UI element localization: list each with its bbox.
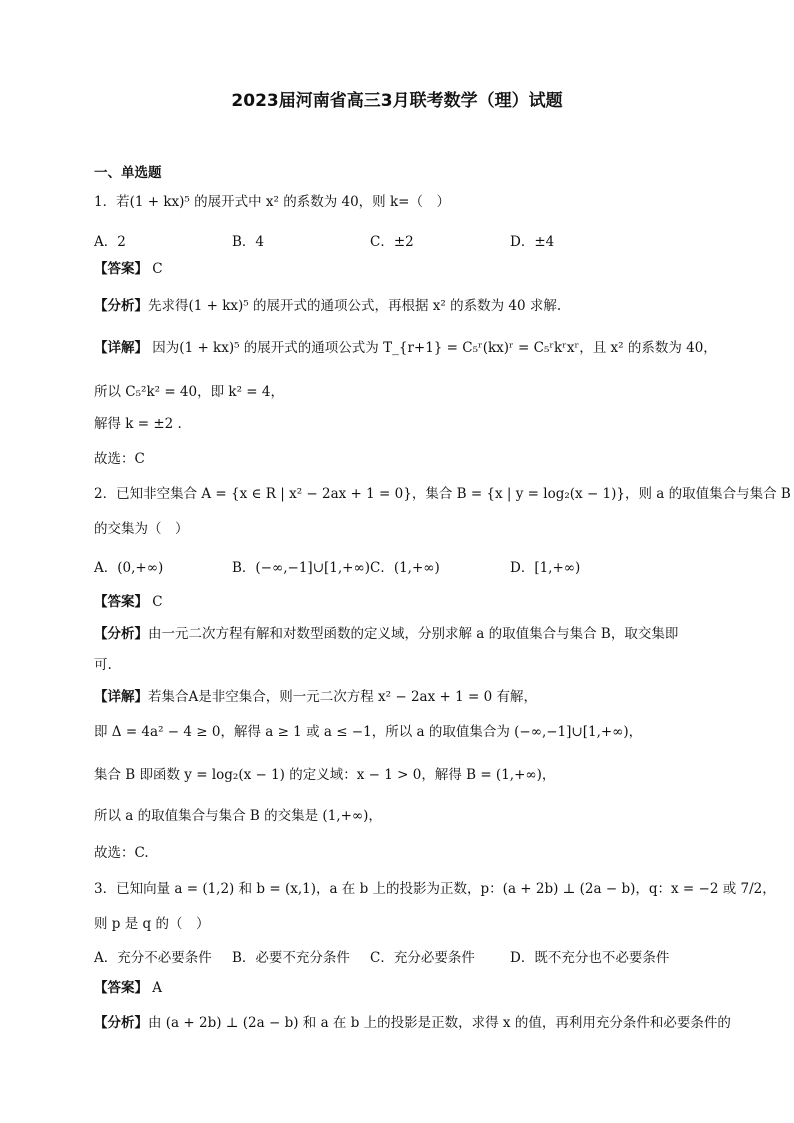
q1-detail-line2: 所以 C₅²k² = 40，即 k² = 4， bbox=[94, 384, 284, 400]
q3-stem-cont: 则 p 是 q 的（ ） bbox=[94, 916, 210, 932]
q3-answer bbox=[94, 978, 162, 998]
q1-option-b: B．4 bbox=[232, 234, 265, 250]
analysis-text: 先求得(1 + kx)⁵ 的展开式的通项公式，再根据 x² 的系数为 40 求解. bbox=[148, 298, 562, 314]
q3-option-a: A．充分不必要条件 bbox=[94, 950, 212, 966]
q1-stem: 1．若(1 + kx)⁵ 的展开式中 x² 的系数为 40，则 k=（ ） bbox=[94, 194, 450, 210]
answer-value: C bbox=[152, 594, 163, 610]
analysis-text: 由一元二次方程有解和对数型函数的定义域，分别求解 a 的取值集合与集合 B，取交集即 bbox=[148, 626, 679, 642]
analysis-tag: 【分析】 bbox=[94, 1015, 148, 1031]
q1-detail-line3: 解得 k = ±2 . bbox=[94, 416, 182, 432]
q2-stem: 2．已知非空集合 A = {x ∈ R | x² − 2ax + 1 = 0}，集合 B = {x | y = log₂(x − 1)}，则 a 的取值集合与集合 B bbox=[94, 486, 791, 502]
q3-analysis bbox=[94, 1013, 731, 1033]
q2-detail bbox=[94, 687, 537, 707]
q2-stem-cont: 的交集为（ ） bbox=[94, 521, 189, 537]
q3-option-b: B．必要不充分条件 bbox=[232, 950, 350, 966]
q2-option-c: C．(1,+∞) bbox=[370, 560, 440, 576]
q1-conclusion: 故选：C bbox=[94, 451, 145, 467]
detail-tag: 【详解】 bbox=[94, 689, 148, 705]
page-title: 2023届河南省高三3月联考数学（理）试题 bbox=[231, 91, 563, 111]
q1-option-a: A．2 bbox=[94, 234, 126, 250]
q2-conclusion: 故选：C. bbox=[94, 845, 149, 861]
q1-option-d: D．±4 bbox=[510, 234, 555, 250]
q1-detail bbox=[94, 338, 717, 358]
q2-detail-line2: 即 Δ = 4a² − 4 ≥ 0，解得 a ≥ 1 或 a ≤ −1，所以 a 的取值集合为 (−∞,−1]∪[1,+∞)， bbox=[94, 724, 643, 740]
answer-value: A bbox=[152, 980, 163, 996]
answer-value: C bbox=[152, 261, 163, 277]
q1-analysis bbox=[94, 296, 561, 316]
q1-answer bbox=[94, 259, 163, 279]
detail-text: 因为(1 + kx)⁵ 的展开式的通项公式为 T_{r+1} = C₅ʳ(kx)ʳ = C₅ʳkʳxʳ，且 x² 的系数为 40， bbox=[152, 340, 717, 356]
q2-detail-line4: 所以 a 的取值集合与集合 B 的交集是 (1,+∞)， bbox=[94, 808, 382, 824]
q2-answer bbox=[94, 592, 163, 612]
detail-text: 若集合A是非空集合，则一元二次方程 x² − 2ax + 1 = 0 有解， bbox=[148, 689, 537, 705]
q2-option-d: D．[1,+∞) bbox=[510, 560, 581, 576]
analysis-tag: 【分析】 bbox=[94, 298, 148, 314]
detail-tag: 【详解】 bbox=[94, 340, 148, 356]
answer-tag: 【答案】 bbox=[94, 980, 148, 996]
answer-tag: 【答案】 bbox=[94, 261, 148, 277]
analysis-text: 由 (a + 2b) ⊥ (2a − b) 和 a 在 b 上的投影是正数，求得 x 的值，再利用充分条件和必要条件的 bbox=[148, 1015, 731, 1031]
q3-stem: 3．已知向量 a = (1,2) 和 b = (x,1)，a 在 b 上的投影为正数，p：(a + 2b) ⊥ (2a − b)，q：x = −2 或 7/2， bbox=[94, 881, 776, 897]
q2-detail-line3: 集合 B 即函数 y = log₂(x − 1) 的定义域：x − 1 > 0，解得 B = (1,+∞)， bbox=[94, 767, 556, 783]
answer-tag: 【答案】 bbox=[94, 594, 148, 610]
section-heading: 一、单选题 bbox=[94, 165, 162, 181]
q2-option-a: A．(0,+∞) bbox=[94, 560, 164, 576]
q2-analysis-cont: 可. bbox=[94, 657, 112, 673]
q3-option-d: D．既不充分也不必要条件 bbox=[510, 950, 670, 966]
q3-option-c: C．充分必要条件 bbox=[370, 950, 475, 966]
q2-option-b: B．(−∞,−1]∪[1,+∞) bbox=[232, 560, 370, 576]
q1-option-c: C．±2 bbox=[370, 234, 414, 250]
analysis-tag: 【分析】 bbox=[94, 626, 148, 642]
q2-analysis bbox=[94, 624, 678, 644]
